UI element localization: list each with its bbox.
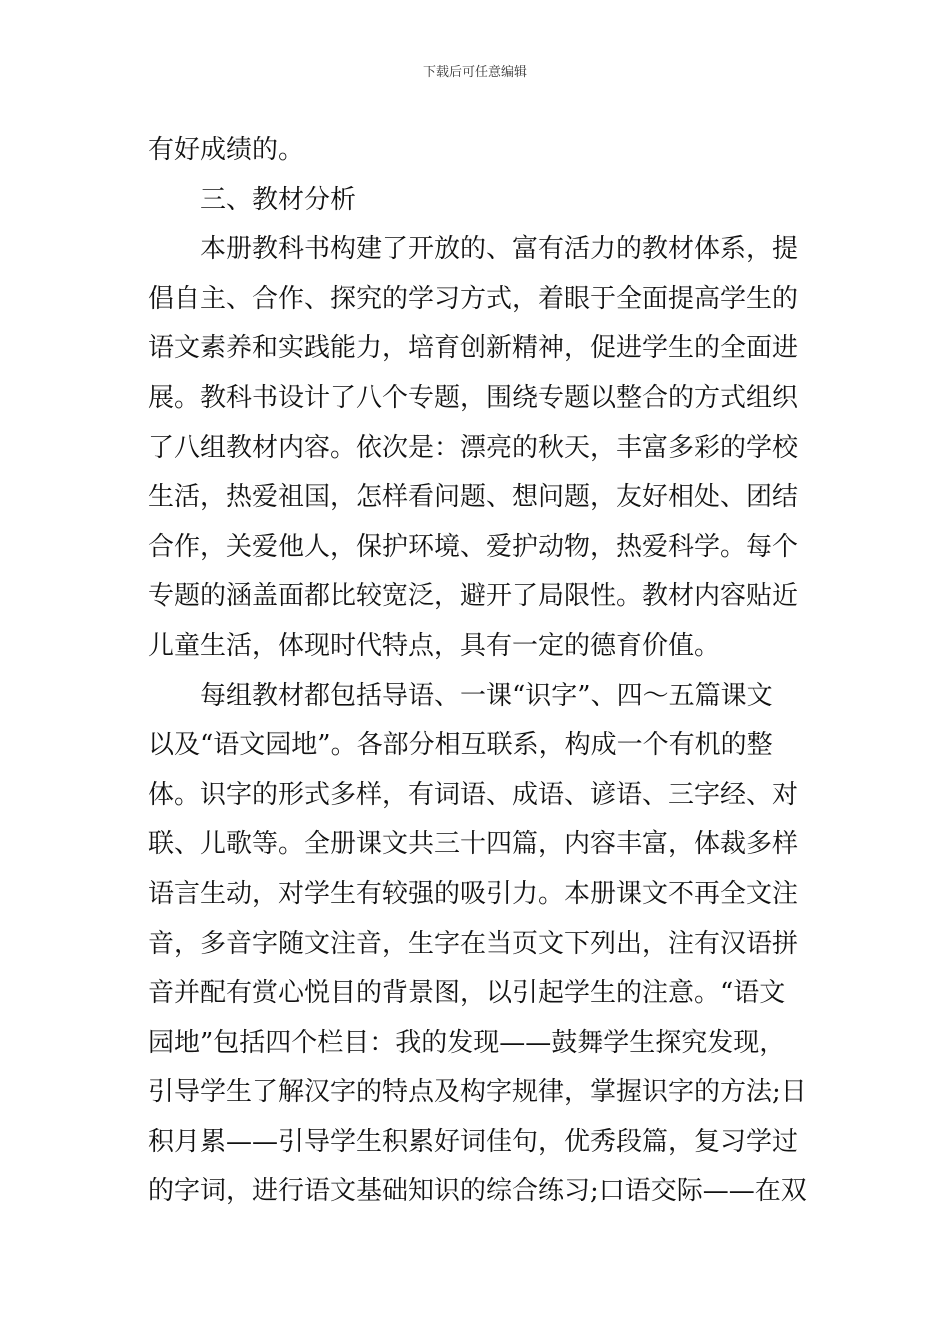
text-line: 语文素养和实践能力，培育创新精神，促进学生的全面进 (148, 333, 799, 364)
text-line: 专题的涵盖面都比较宽泛，避开了局限性。教材内容贴近 (148, 581, 799, 612)
page-header: 下载后可任意编辑 (422, 65, 527, 80)
text-line: 展。教科书设计了八个专题，围绕专题以整合的方式组织 (148, 382, 799, 413)
text-line: 生活，热爱祖国，怎样看问题、想问题，友好相处、团结 (148, 482, 799, 513)
text-line: 园地”包括四个栏目：我的发现——鼓舞学生探究发现， (148, 1027, 786, 1058)
section-heading: 三、教材分析 (200, 184, 357, 215)
text-line: 每组教材都包括导语、一课“识字”、四～五篇课文 (200, 680, 773, 711)
text-line: 语言生动，对学生有较强的吸引力。本册课文不再全文注 (148, 878, 799, 909)
text-line: 本册教科书构建了开放的、富有活力的教材体系，提 (200, 234, 799, 265)
text-line: 倡自主、合作、探究的学习方式，着眼于全面提高学生的 (148, 283, 799, 314)
text-line: 引导学生了解汉字的特点及构字规律，掌握识字的方法;日 (148, 1077, 807, 1108)
text-line: 有好成绩的。 (148, 135, 305, 165)
text-line: 音并配有赏心悦目的背景图，以引起学生的注意。“语文 (148, 978, 786, 1009)
text-line: 了八组教材内容。依次是：漂亮的秋天，丰富多彩的学校 (148, 432, 799, 463)
text-line: 体。识字的形式多样，有词语、成语、谚语、三字经、对 (148, 779, 799, 810)
text-line: 联、儿歌等。全册课文共三十四篇，内容丰富，体裁多样 (148, 829, 799, 860)
text-line: 合作，关爱他人，保护环境、爱护动物，热爱科学。每个 (148, 531, 799, 562)
text-line: 音，多音字随文注音，生字在当页文下列出，注有汉语拼 (148, 928, 799, 959)
body-text (148, 126, 808, 1217)
text-line: 的字词，进行语文基础知识的综合练习;口语交际——在双 (148, 1176, 807, 1207)
text-line: 积月累——引导学生积累好词佳句，优秀段篇，复习学过 (148, 1126, 799, 1157)
text-line: 儿童生活，体现时代特点，具有一定的德育价值。 (148, 630, 721, 661)
text-line: 以及“语文园地”。各部分相互联系，构成一个有机的整 (148, 730, 773, 761)
